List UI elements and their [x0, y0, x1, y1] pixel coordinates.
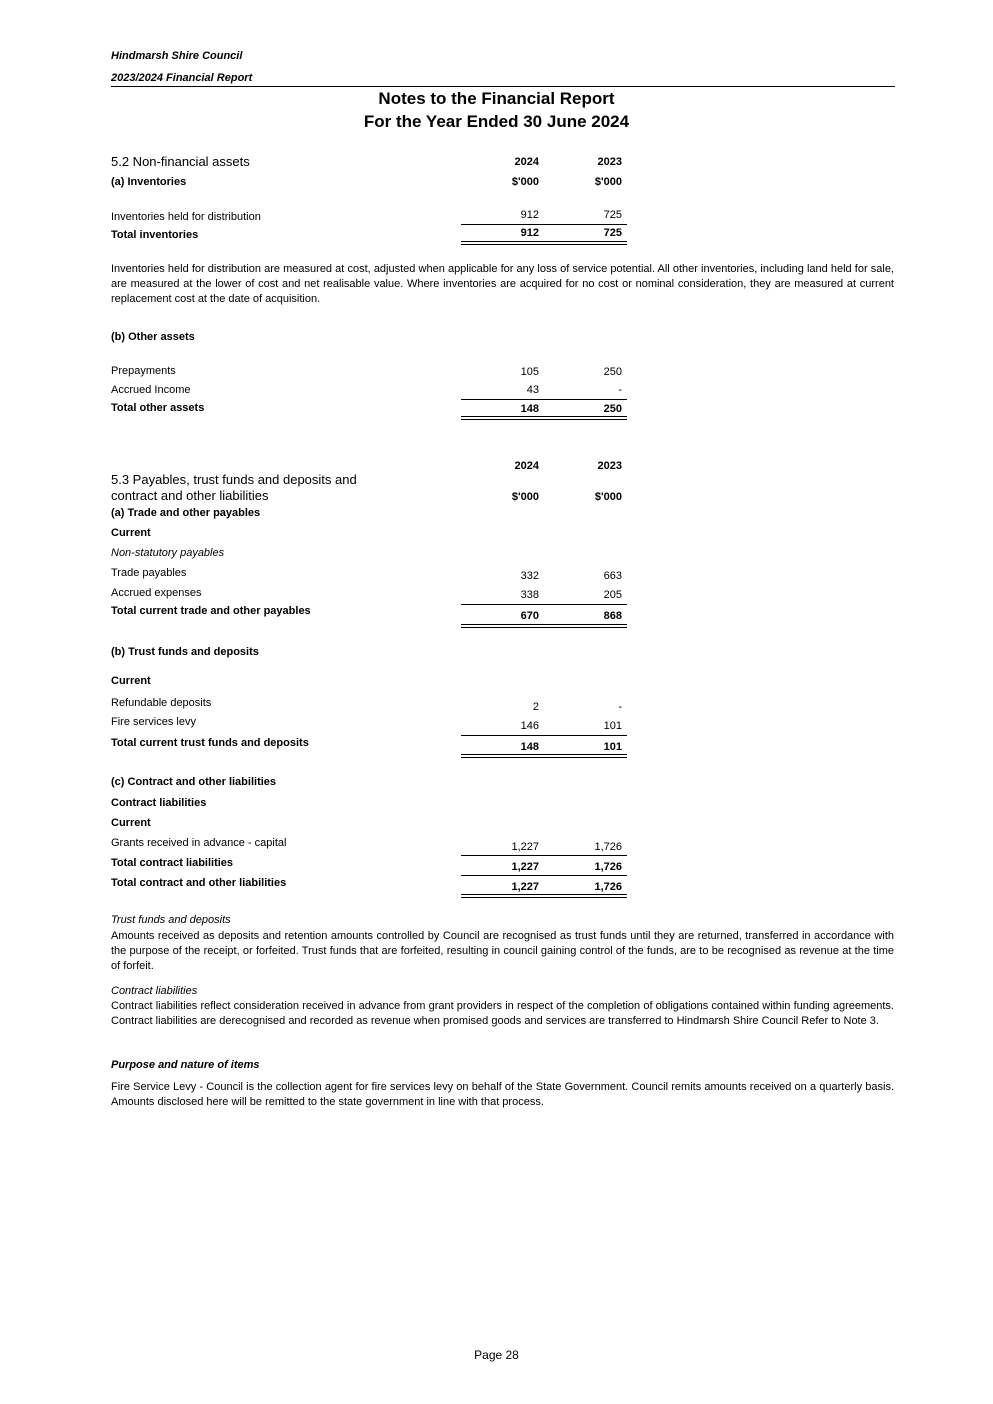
- total-double-rule: [461, 416, 627, 420]
- unit-2023: $'000: [594, 176, 622, 188]
- accrued-income-2024: 43: [526, 384, 539, 396]
- inventories-label: (a) Inventories: [111, 176, 187, 188]
- total-other-assets-label: Total other assets: [111, 402, 205, 414]
- trust-funds-note-heading: Trust funds and deposits: [111, 914, 231, 926]
- prepayments-2023: 250: [603, 366, 622, 378]
- trade-payables-2024: 332: [520, 570, 539, 582]
- trade-payables-label: Trade payables: [111, 567, 187, 579]
- page-number: Page 28: [474, 1348, 519, 1362]
- col-header-2024: 2024: [514, 156, 539, 168]
- other-assets-label: (b) Other assets: [111, 331, 195, 343]
- fire-services-levy-2024: 146: [520, 720, 539, 732]
- accrued-expenses-2024: 338: [520, 589, 539, 601]
- total-trade-payables-2023: 868: [603, 610, 622, 622]
- total-double-rule: [461, 624, 627, 628]
- page-title: Notes to the Financial Report: [378, 89, 615, 108]
- total-trust-funds-2023: 101: [603, 741, 622, 753]
- trust-funds-note: Amounts received as deposits and retention amounts controlled by Council are recognised as trust funds until they are returned, transferred in accordance with the purpose of the receipt, or forfeited. Trust funds that are forfeited, resulting in council gaining control of the funds, are to be recognised as revenue at the time of forfeit.: [111, 930, 894, 972]
- prepayments-2024: 105: [520, 366, 539, 378]
- non-statutory-label: Non-statutory payables: [111, 547, 225, 559]
- total-contract-other-liabilities-label: Total contract and other liabilities: [111, 877, 287, 889]
- total-double-rule: [461, 241, 627, 245]
- refundable-deposits-2024: 2: [532, 701, 539, 713]
- total-double-rule: [461, 894, 627, 898]
- contract-liabilities-section-label: (c) Contract and other liabilities: [111, 776, 277, 788]
- purpose-note: Fire Service Levy - Council is the collection agent for fire services levy on behalf of the State Government. Council remits amounts received on a quarterly basis. Amounts disclosed here will be remitted to the state government in line with that process.: [111, 1081, 894, 1108]
- fire-services-levy-2023: 101: [603, 720, 622, 732]
- unit-2024: $'000: [511, 176, 539, 188]
- total-contract-other-liabilities-2023: 1,726: [594, 881, 622, 893]
- section-5-2-heading: 5.2 Non-financial assets: [111, 154, 250, 169]
- purpose-heading: Purpose and nature of items: [111, 1059, 260, 1071]
- section-5-3-heading-line1: 5.3 Payables, trust funds and deposits and: [111, 472, 357, 487]
- unit-2024: $'000: [511, 491, 539, 503]
- grants-received-2023: 1,726: [594, 841, 622, 853]
- total-trust-funds-label: Total current trust funds and deposits: [111, 737, 309, 749]
- contract-liabilities-label: Contract liabilities: [111, 797, 207, 809]
- total-trade-payables-2024: 670: [520, 610, 539, 622]
- total-double-rule: [461, 754, 627, 758]
- trade-payables-section-label: (a) Trade and other payables: [111, 507, 261, 519]
- trade-payables-2023: 663: [603, 570, 622, 582]
- page-subtitle: For the Year Ended 30 June 2024: [363, 112, 630, 131]
- accrued-expenses-label: Accrued expenses: [111, 587, 202, 599]
- refundable-deposits-2023: -: [618, 701, 622, 713]
- total-other-assets-2023: 250: [603, 403, 622, 415]
- total-inventories-label: Total inventories: [111, 229, 199, 241]
- total-contract-liabilities-label: Total contract liabilities: [111, 857, 234, 869]
- current-label: Current: [111, 675, 151, 687]
- grants-received-label: Grants received in advance - capital: [111, 837, 287, 849]
- subtotal-rule: [461, 855, 627, 856]
- council-name: Hindmarsh Shire Council: [111, 50, 243, 62]
- accrued-income-2023: -: [618, 384, 622, 396]
- col-header-2023: 2023: [597, 460, 622, 472]
- report-name: 2023/2024 Financial Report: [111, 72, 253, 84]
- inventories-row-2023: 725: [603, 209, 622, 221]
- section-5-3-heading-line2: contract and other liabilities: [111, 488, 269, 503]
- total-trust-funds-2024: 148: [520, 741, 539, 753]
- inventories-row-2024: 912: [520, 209, 539, 221]
- inventories-note: Inventories held for distribution are measured at cost, adjusted when applicable for any loss of service potential. All other inventories, including land held for sale, are measured at the lower of cost and net realisable value. Where inventories are acquired for no cost or nominal consideration, they are measured at current replacement cost at the date of acquisition.: [111, 263, 894, 305]
- total-contract-liabilities-2024: 1,227: [511, 861, 539, 873]
- accrued-income-label: Accrued Income: [111, 384, 191, 396]
- subtotal-rule: [461, 735, 627, 736]
- accrued-expenses-2023: 205: [603, 589, 622, 601]
- col-header-2023: 2023: [597, 156, 622, 168]
- total-inventories-2024: 912: [520, 227, 539, 239]
- subtotal-rule: [461, 875, 627, 876]
- subtotal-rule: [461, 399, 627, 400]
- unit-2023: $'000: [594, 491, 622, 503]
- subtotal-rule: [461, 224, 627, 225]
- total-inventories-2023: 725: [603, 227, 622, 239]
- current-label: Current: [111, 527, 151, 539]
- trust-funds-section-label: (b) Trust funds and deposits: [111, 646, 259, 658]
- current-label: Current: [111, 817, 151, 829]
- refundable-deposits-label: Refundable deposits: [111, 697, 212, 709]
- col-header-2024: 2024: [514, 460, 539, 472]
- total-contract-other-liabilities-2024: 1,227: [511, 881, 539, 893]
- contract-liabilities-note-heading: Contract liabilities: [111, 985, 198, 997]
- total-trade-payables-label: Total current trade and other payables: [111, 605, 311, 617]
- header-rule: [111, 86, 895, 87]
- total-other-assets-2024: 148: [520, 403, 539, 415]
- total-contract-liabilities-2023: 1,726: [594, 861, 622, 873]
- contract-liabilities-note: Contract liabilities reflect consideration received in advance from grant providers in respect of the completion of obligations contained within funding agreements. Contract liabilities are derecognised and recorded as revenue when promised goods and services are transferred to Hindmarsh Shire Council Refer to Note 3.: [111, 1000, 894, 1027]
- inventories-row-label: Inventories held for distribution: [111, 211, 261, 223]
- prepayments-label: Prepayments: [111, 365, 176, 377]
- grants-received-2024: 1,227: [511, 841, 539, 853]
- fire-services-levy-label: Fire services levy: [111, 716, 196, 728]
- subtotal-rule: [461, 604, 627, 605]
